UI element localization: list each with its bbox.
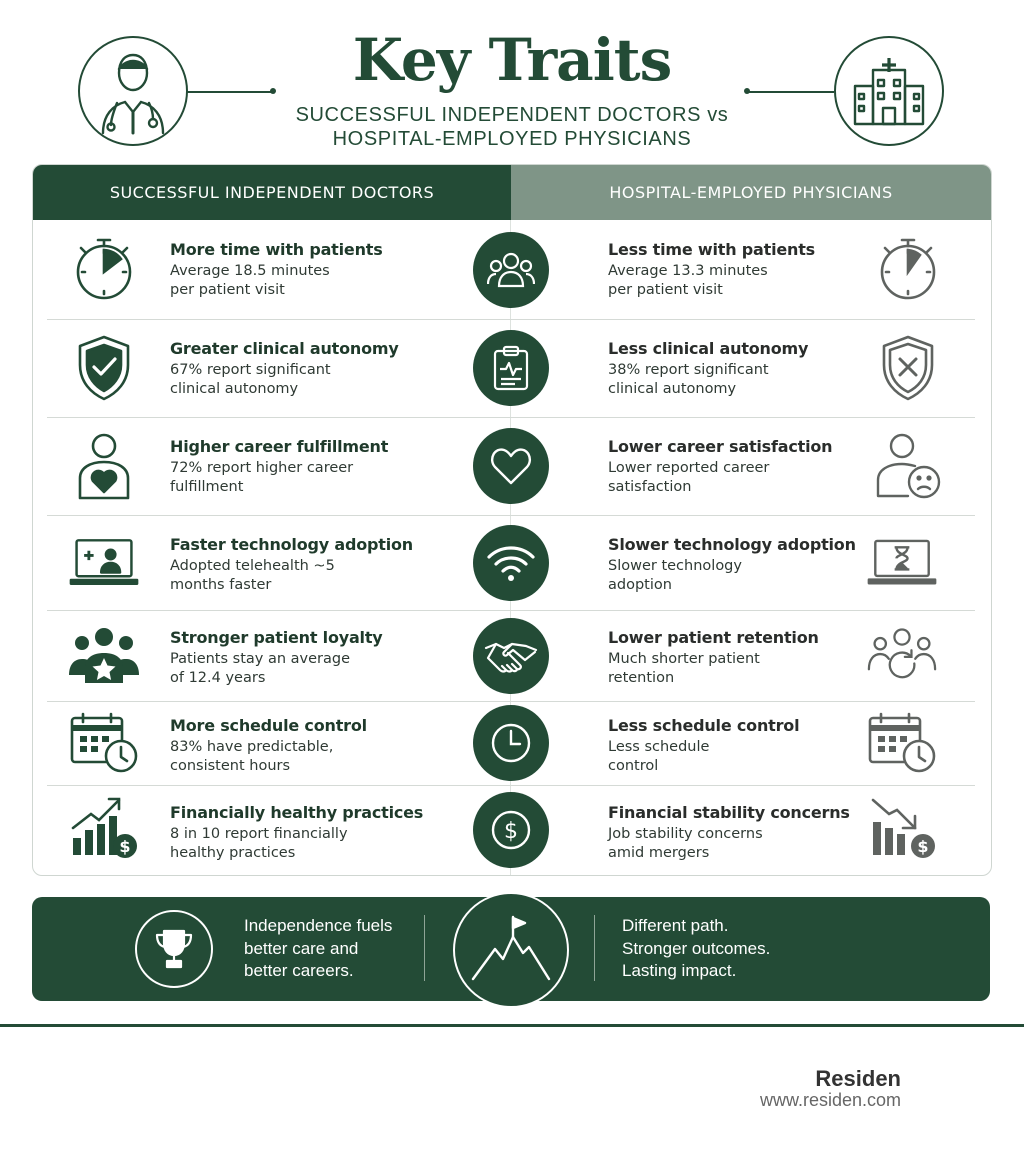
chart-down-dollar-icon xyxy=(867,794,937,860)
svg-text:$: $ xyxy=(917,837,929,856)
hospital-icon xyxy=(847,56,931,126)
left-trait-title: More time with patients xyxy=(170,240,383,259)
left-trait-desc: 67% report significant clinical autonomy xyxy=(170,362,331,397)
calendar-clock-icon xyxy=(867,712,937,774)
page-subtitle-line1: SUCCESSFUL INDEPENDENT DOCTORS vs xyxy=(295,104,729,126)
hospital-icon-circle xyxy=(834,36,944,146)
trophy-icon-circle xyxy=(135,910,213,988)
trophy-icon xyxy=(154,928,194,970)
left-trait-title: Stronger patient loyalty xyxy=(170,628,383,647)
laptop-telehealth-icon xyxy=(69,535,139,591)
mountain-icon-circle xyxy=(453,892,569,1008)
comparison-row xyxy=(47,701,975,786)
right-trait-desc: Lower reported career satisfaction xyxy=(608,460,770,495)
right-trait-desc: Less schedule control xyxy=(608,739,710,774)
svg-text:$: $ xyxy=(119,837,131,856)
right-trait-title: Slower technology adoption xyxy=(608,535,856,554)
chart-up-dollar-icon xyxy=(69,794,139,860)
right-column-header: HOSPITAL-EMPLOYED PHYSICIANS xyxy=(511,165,991,220)
footer-rule xyxy=(0,1024,1024,1027)
left-trait-title: Higher career fulfillment xyxy=(170,437,389,456)
right-trait-desc: 38% report significant clinical autonomy xyxy=(608,362,769,397)
stopwatch-icon xyxy=(877,234,939,302)
svg-text:$: $ xyxy=(504,819,518,844)
heart-icon xyxy=(489,446,533,486)
right-trait-title: Less schedule control xyxy=(608,716,800,735)
banner-right-divider xyxy=(594,915,595,981)
left-trait-title: Greater clinical autonomy xyxy=(170,339,399,358)
group-icon xyxy=(487,250,535,290)
header-right-connector xyxy=(748,91,834,93)
left-trait-desc: 83% have predictable, consistent hours xyxy=(170,739,334,774)
comparison-row xyxy=(47,319,975,418)
left-trait-title: More schedule control xyxy=(170,716,367,735)
left-column-header: SUCCESSFUL INDEPENDENT DOCTORS xyxy=(33,165,511,220)
left-trait-desc: Patients stay an average of 12.4 years xyxy=(170,651,351,686)
handshake-icon xyxy=(484,636,538,676)
stopwatch-icon xyxy=(73,234,135,302)
person-sad-icon xyxy=(874,432,942,500)
comparison-row xyxy=(47,220,975,320)
mountain-flag-icon xyxy=(469,915,553,985)
clipboard-icon xyxy=(491,345,531,391)
left-trait-desc: Average 18.5 minutes per patient visit xyxy=(170,263,330,298)
comparison-row xyxy=(47,785,975,875)
right-trait-title: Less time with patients xyxy=(608,240,815,259)
person-heart-icon xyxy=(76,432,132,500)
group-star-icon xyxy=(69,627,139,683)
banner-right-text: Different path. Stronger outcomes. Lasting impact. xyxy=(622,916,771,980)
right-trait-title: Financial stability concerns xyxy=(608,803,850,822)
left-trait-desc: 72% report higher career fulfillment xyxy=(170,460,354,495)
right-trait-desc: Job stability concerns amid mergers xyxy=(608,826,763,861)
banner-left-text: Independence fuels better care and better careers. xyxy=(244,916,393,980)
brand-name: Residen xyxy=(815,1066,901,1091)
comparison-row xyxy=(47,417,975,516)
page-subtitle-line2: HOSPITAL-EMPLOYED PHYSICIANS xyxy=(332,128,692,150)
comparison-row xyxy=(47,515,975,611)
banner-left-divider xyxy=(424,915,425,981)
shield-check-icon xyxy=(75,334,133,402)
comparison-row xyxy=(47,610,975,702)
right-trait-title: Less clinical autonomy xyxy=(608,339,809,358)
right-trait-title: Lower career satisfaction xyxy=(608,437,833,456)
left-trait-title: Financially healthy practices xyxy=(170,803,424,822)
brand-url[interactable]: www.residen.com xyxy=(759,1090,901,1110)
comparison-table xyxy=(32,164,992,876)
right-trait-title: Lower patient retention xyxy=(608,628,819,647)
clock-icon xyxy=(490,722,532,764)
summary-banner xyxy=(32,897,990,1001)
wifi-icon xyxy=(486,543,536,583)
page-title: Key Traits xyxy=(352,26,672,94)
left-trait-desc: Adopted telehealth ~5 months faster xyxy=(170,558,335,593)
left-trait-title: Faster technology adoption xyxy=(170,535,413,554)
laptop-hourglass-icon xyxy=(867,535,937,591)
calendar-clock-icon xyxy=(69,712,139,774)
shield-x-icon xyxy=(879,334,937,402)
dollar-icon xyxy=(490,809,532,851)
right-trait-desc: Average 13.3 minutes per patient visit xyxy=(608,263,768,298)
right-trait-desc: Much shorter patient retention xyxy=(608,651,760,686)
right-trait-desc: Slower technology adoption xyxy=(608,558,742,593)
group-cycle-icon xyxy=(867,626,937,684)
left-trait-desc: 8 in 10 report financially healthy practices xyxy=(170,826,348,861)
